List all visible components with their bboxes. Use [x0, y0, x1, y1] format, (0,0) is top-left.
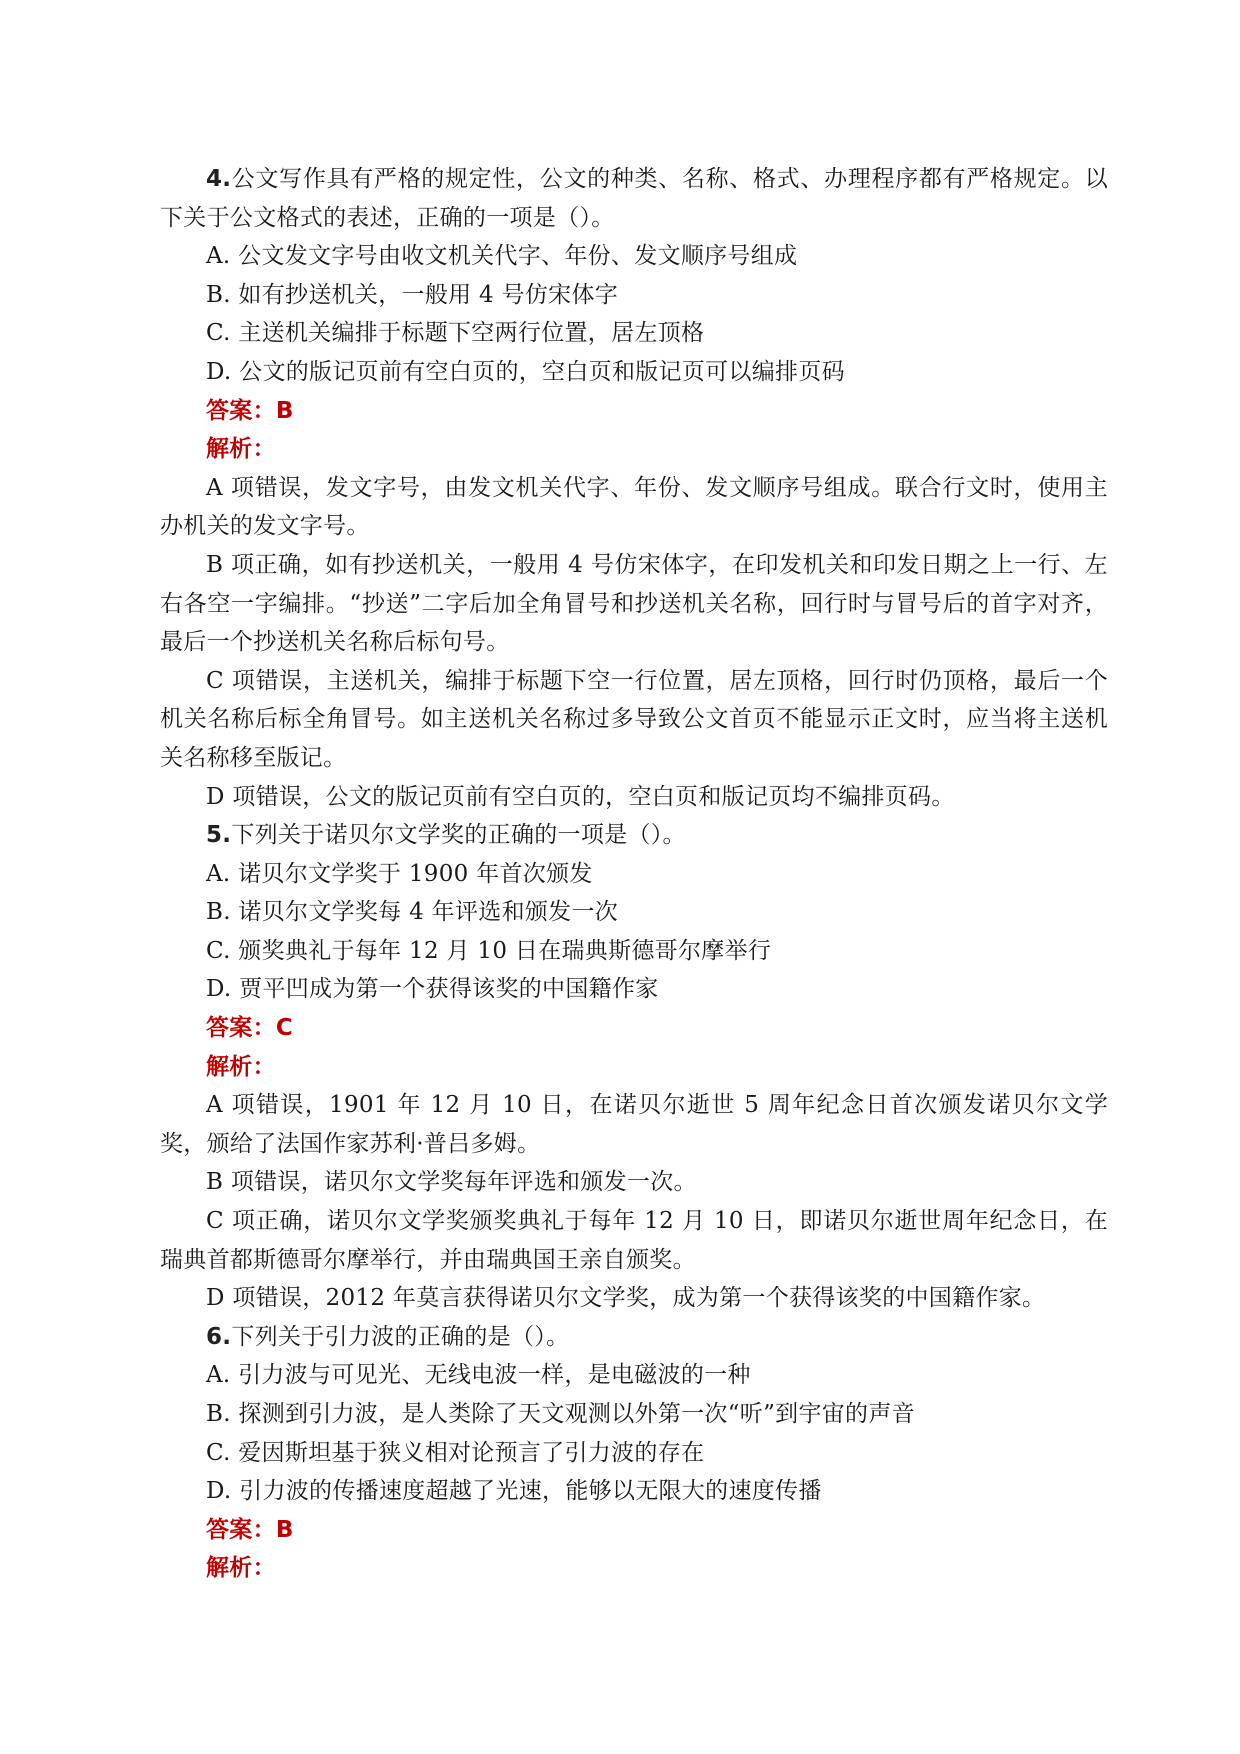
question-5: [160, 816, 1108, 1318]
option-d: D. 引力波的传播速度超越了光速，能够以无限大的速度传播: [206, 1478, 822, 1505]
document-body: [160, 160, 1108, 1588]
analysis-c: C 项错误，主送机关，编排于标题下空一行位置，居左顶格，回行时仍顶格，最后一个机关名称后标全角冒号。如主送机关名称过多导致公文首页不能显示正文时，应当将主送机关名称移至版记。: [160, 667, 1108, 771]
question-number: 4.: [206, 166, 232, 192]
analysis-label: 解析：: [206, 1555, 276, 1582]
analysis-d: D 项错误，2012 年莫言获得诺贝尔文学奖，成为第一个获得该奖的中国籍作家。: [206, 1285, 1046, 1312]
question-stem: [160, 1318, 1108, 1357]
option-c: C. 颁奖典礼于每年 12 月 10 日在瑞典斯德哥尔摩举行: [206, 937, 772, 964]
question-stem: [160, 160, 1108, 237]
option-a: A. 公文发文字号由收文机关代字、年份、发文顺序号组成: [206, 243, 798, 270]
question-stem-text: 公文写作具有严格的规定性，公文的种类、名称、格式、办理程序都有严格规定。以下关于公文格式的表述，正确的一项是（）。: [160, 166, 1108, 231]
analysis-label: 解析：: [206, 436, 276, 463]
question-6: [160, 1318, 1108, 1588]
option-c: C. 主送机关编排于标题下空两行位置，居左顶格: [206, 320, 705, 347]
question-number: 5.: [206, 822, 232, 849]
question-4: [160, 160, 1108, 816]
analysis-c: C 项正确，诺贝尔文学奖颁奖典礼于每年 12 月 10 日，即诺贝尔逝世周年纪念日，在瑞典首都斯德哥尔摩举行，并由瑞典国王亲自颁奖。: [160, 1208, 1108, 1273]
analysis-a: A 项错误，1901 年 12 月 10 日，在诺贝尔逝世 5 周年纪念日首次颁发诺贝尔文学奖，颁给了法国作家苏利·普吕多姆。: [160, 1092, 1108, 1157]
question-stem-text: 下列关于引力波的正确的是（）。: [231, 1323, 570, 1350]
option-a: A. 诺贝尔文学奖于 1900 年首次颁发: [206, 860, 593, 887]
option-c: C. 爱因斯坦基于狭义相对论预言了引力波的存在: [206, 1439, 705, 1466]
question-number: 6.: [206, 1323, 232, 1350]
question-stem: [160, 816, 1108, 855]
analysis-b: B 项正确，如有抄送机关，一般用 4 号仿宋体字，在印发机关和印发日期之上一行、左右各空一字编排。“抄送”二字后加全角冒号和抄送机关名称，回行时与冒号后的首字对齐，最后一个抄送机关名称后标句号。: [160, 551, 1108, 656]
option-b: B. 探测到引力波，是人类除了天文观测以外第一次“听”到宇宙的声音: [206, 1401, 915, 1427]
option-b: B. 诺贝尔文学奖每 4 年评选和颁发一次: [206, 899, 619, 926]
answer-label: 答案：C: [206, 1015, 294, 1042]
option-a: A. 引力波与可见光、无线电波一样，是电磁波的一种: [206, 1362, 751, 1389]
analysis-label: 解析：: [206, 1053, 276, 1080]
option-d: D. 公文的版记页前有空白页的，空白页和版记页可以编排页码: [206, 358, 845, 385]
analysis-d: D 项错误，公文的版记页前有空白页的，空白页和版记页均不编排页码。: [206, 783, 955, 810]
analysis-b: B 项错误，诺贝尔文学奖每年评选和颁发一次。: [206, 1169, 697, 1196]
analysis-a: A 项错误，发文字号，由发文机关代字、年份、发文顺序号组成。联合行文时，使用主办机关的发文字号。: [160, 474, 1108, 540]
option-b: B. 如有抄送机关，一般用 4 号仿宋体字: [206, 281, 619, 308]
answer-label: 答案：B: [206, 1516, 294, 1543]
answer-label: 答案：B: [206, 397, 294, 424]
option-d: D. 贾平凹成为第一个获得该奖的中国籍作家: [206, 976, 659, 1003]
question-stem-text: 下列关于诺贝尔文学奖的正确的一项是（）。: [231, 822, 686, 849]
